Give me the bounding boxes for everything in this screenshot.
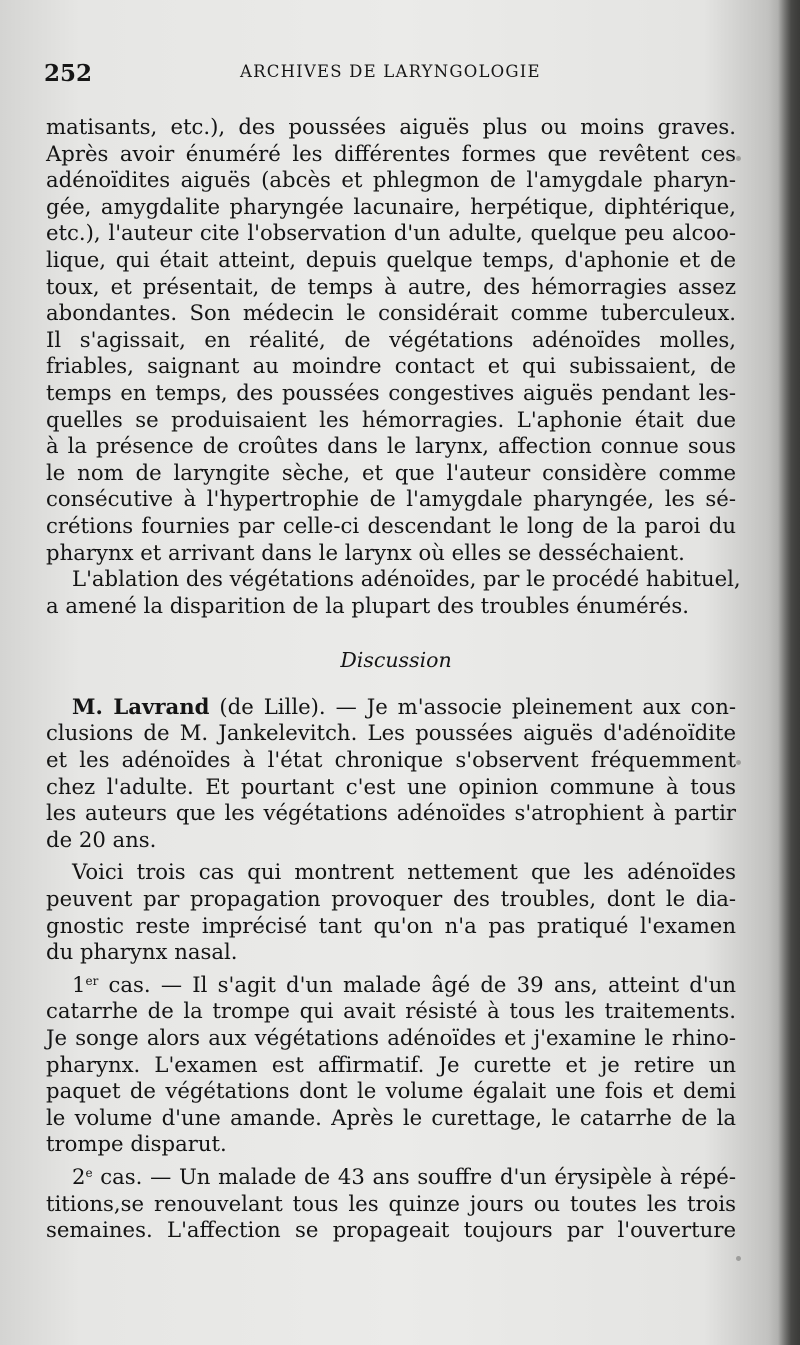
text-line: temps en temps, des poussées congestives aiguës pendant les- [46, 379, 736, 405]
page-edge-shadow [778, 0, 800, 1345]
case-number: 2 [72, 1163, 86, 1189]
text-line: Je songe alors aux végétations adénoïdes et j'examine le rhino- [46, 1025, 736, 1050]
text-line: crétions fournies par celle-ci descendant le long de la paroi du [46, 512, 736, 538]
paragraph-case-1 [46, 972, 736, 1158]
text-line: a amené la disparition de la plupart des troubles énumérés. [46, 592, 689, 618]
text-line: de 20 ans. [46, 826, 157, 852]
text-line: du pharynx nasal. [46, 939, 238, 965]
text-line: matisants, etc.), des poussées aiguës plus ou moins graves. [46, 114, 736, 139]
discussion-heading: Discussion [340, 648, 452, 673]
case-number: 1 [72, 971, 86, 997]
text-line: L'ablation des végétations adénoïdes, par le procédé habituel, [72, 566, 741, 592]
text-line: Voici trois cas qui montrent nettement que les adénoïdes [72, 859, 736, 885]
ink-speck [736, 760, 741, 765]
text-line: trompe disparut. [46, 1131, 227, 1157]
text-line: à la présence de croûtes dans le larynx, affection connue sous [46, 433, 736, 459]
text-line: pharynx et arrivant dans le larynx où elles se desséchaient. [46, 539, 685, 565]
text-line: consécutive à l'hypertrophie de l'amygdale pharyngée, les sé- [46, 486, 736, 512]
text-line-rest: cas. — Il s'agit d'un malade âgé de 39 ans, atteint d'un [98, 971, 736, 997]
text-line: gnostic reste imprécisé tant qu'on n'a pas pratiqué l'examen [46, 912, 736, 938]
text-line: titions,se renouvelant tous les quinze jours ou toutes les trois [46, 1190, 736, 1216]
text-line: gée, amygdalite pharyngée lacunaire, herpétique, diphtérique, [46, 193, 736, 219]
text-line: abondantes. Son médecin le considérait comme tuberculeux. [46, 300, 736, 326]
body-text [46, 114, 741, 1244]
text-line: peuvent par propagation provoquer des troubles, dont le dia- [46, 886, 736, 912]
paragraph-lavrand [46, 694, 736, 854]
running-head [44, 58, 744, 90]
text-line: le volume d'une amande. Après le curettage, le catarrhe de la [46, 1104, 736, 1130]
journal-title: ARCHIVES DE LARYNGOLOGIE [240, 62, 541, 81]
text-line: et les adénoïdes à l'état chronique s'observent fréquemment [46, 747, 736, 773]
text-line: semaines. L'affection se propageait toujours par l'ouverture [46, 1217, 736, 1243]
paragraph-case-2 [46, 1164, 736, 1244]
ink-speck [736, 156, 741, 161]
page-number: 252 [44, 60, 93, 87]
text-line-rest: (de Lille). — Je m'associe pleinement aux con- [209, 693, 736, 719]
text-line [46, 1164, 736, 1191]
text-line-rest: cas. — Un malade de 43 ans souffre d'un érysipèle à répé- [92, 1163, 736, 1189]
paragraph-2 [46, 566, 741, 619]
text-line: paquet de végétations dont le volume égalait une fois et demi [46, 1078, 736, 1104]
text-line: etc.), l'auteur cite l'observation d'un adulte, quelque peu alcoo- [46, 220, 736, 246]
paragraph-1 [46, 114, 736, 566]
text-line [46, 972, 736, 999]
text-line: Après avoir énuméré les différentes formes que revêtent ces [46, 140, 736, 166]
text-line: Il s'agissait, en réalité, de végétations adénoïdes molles, [46, 326, 736, 352]
case-ordinal: er [85, 973, 99, 988]
case-ordinal: e [85, 1165, 93, 1180]
speaker-name: M. Lavrand [72, 693, 210, 719]
text-line: friables, saignant au moindre contact et qui subissaient, de [46, 353, 736, 379]
text-line: chez l'adulte. Et pourtant c'est une opinion commune à tous [46, 773, 736, 799]
text-line: pharynx. L'examen est affirmatif. Je curette et je retire un [46, 1051, 736, 1077]
text-line: les auteurs que les végétations adénoïdes s'atrophient à partir [46, 800, 736, 826]
paragraph-cases-intro [46, 859, 736, 965]
text-line: toux, et présentait, de temps à autre, des hémorragies assez [46, 273, 736, 299]
ink-speck [736, 1256, 741, 1261]
text-line: le nom de laryngite sèche, et que l'auteur considère comme [46, 459, 736, 485]
text-line: adénoïdites aiguës (abcès et phlegmon de l'amygdale pharyn- [46, 167, 736, 193]
text-line [46, 694, 736, 721]
text-line: quelles se produisaient les hémorragies. L'aphonie était due [46, 406, 736, 432]
text-line: clusions de M. Jankelevitch. Les poussées aiguës d'adénoïdite [46, 720, 736, 746]
text-line: catarrhe de la trompe qui avait résisté à tous les traitements. [46, 998, 736, 1024]
text-line: lique, qui était atteint, depuis quelque temps, d'aphonie et de [46, 246, 736, 272]
